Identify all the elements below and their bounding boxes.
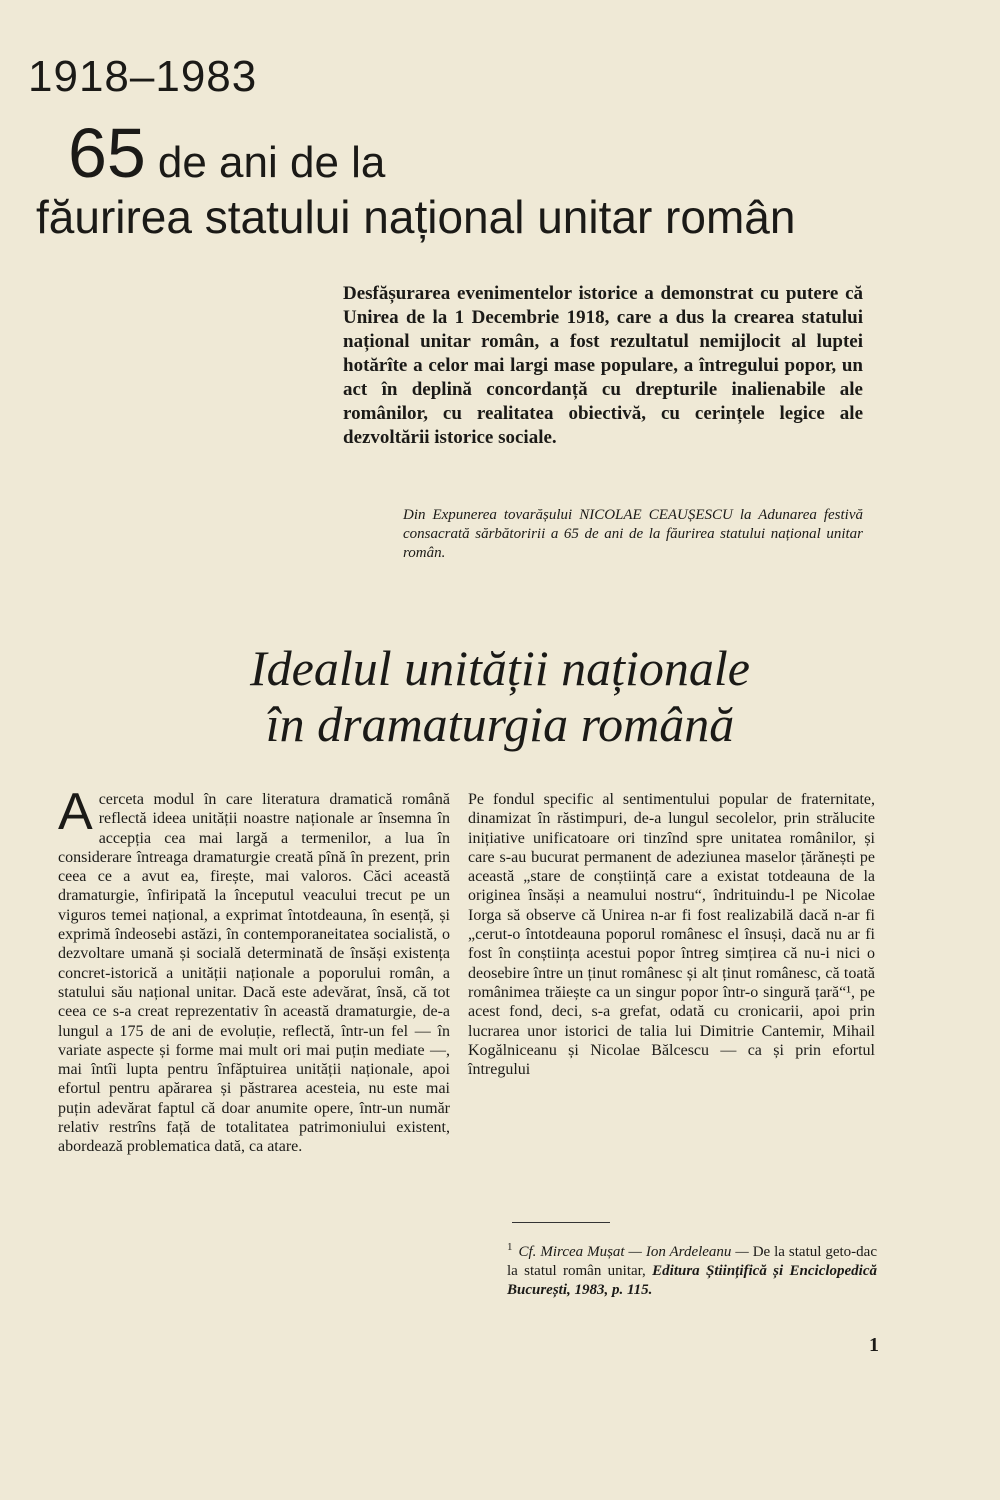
left-column-text: cerceta modul în care literatura dramatică română reflectă ideea unității noastre naționale ar însemna în accepția cea mai largă a termenilor, a lua în considerare întreaga dramaturgie creată pînă în prezent, prin ceea ce a avut ea, firește, mai valoros. Căci această dramaturgie, înfiripată la începutul veacului trecut pe un viguros temei național, a exprimat întotdeauna, în esență, și exprimă îndeosebi astăzi, în contemporaneitatea socialistă, o dezvoltare umană și socială determinată de însăși existența concret-istorică a unității naționale a poporului român, a statului său național unitar. Dacă este adevărat, însă, că tot ceea ce s-a creat reprezentativ în această dramaturgie, de-a lungul a 175 de ani de evoluție, reflectă, într-un fel — în variate aspecte și forme mai mult ori mai puțin mediate —, mai întîi lupta pentru înfăptuirea unității naționale, apoi efortul pentru apărarea și păstrarea acesteia, nu este mai puțin adevărat faptul că doar anumite opere, într-un număr relativ restrîns față de totalitatea patrimoniului existent, abordează problematica dată, ca atare. [58, 791, 450, 1156]
anniversary-title-rest: de ani de la [157, 138, 386, 187]
anniversary-title-line1 [68, 114, 386, 192]
page-number: 1 [869, 1334, 879, 1356]
epigraph-quote: Desfășurarea evenimentelor istorice a demonstrat cu putere că Unirea de la 1 Decembrie 1918, care a dus la crearea statului național unitar român, a fost rezultatul nemijlocit al luptei hotărîte a celor mai largi mase populare, a întregului popor, un act în deplină concordanță cu drepturile inalienabile ale românilor, cu realitatea obiectivă, cu cerințele legice ale dezvoltării istorice sociale. [343, 283, 863, 448]
drop-cap: A [58, 783, 93, 841]
footnote-divider [512, 1222, 610, 1223]
anniversary-title-line2: făurirea statului național unitar român [36, 191, 796, 243]
footnote-title: De la statul geto-dac la statul român unitar, [507, 1244, 877, 1279]
footnote-authors: Cf. Mircea Mușat — Ion Ardeleanu — [518, 1244, 749, 1260]
article-right-column: Pe fondul specific al sentimentului popular de fraternitate, dinamizat în răstimpuri, de-a lungul secolelor, prin strălucite inițiative unificatoare ori tinzînd spre unitatea românilor, și care s-au bucurat permanent de adeziunea maselor țărănești pe această „stare de conștiință care a existat totdeauna de la originea însăși a neamului nostru“, îndrituindu-l pe Nicolae Iorga să observe că Unirea n-ar fi fost realizabilă dacă n-ar fi „cerut-o întotdeauna poporul românesc el însuși, dacă nu ar fi fost în conștiința acestui popor întreg simțirea că nu-i nici o deosebire între un ținut românesc și alt ținut românesc, că toată românimea trăiește ca un singur popor într-o singură țară“¹, pe acest fond, deci, s-a grefat, odată cu cronicarii, apoi prin lucrarea unor istorici de talia lui Dimitrie Cantemir, Mihail Kogălniceanu și Nicolae Bălcescu — ca și prin efortul întregului [468, 791, 875, 1079]
footnote-publisher: Editura Științifică și Enciclopedică București, 1983, p. 115. [507, 1263, 877, 1298]
epigraph-attribution: Din Expunerea tovarășului NICOLAE CEAUȘESCU la Adunarea festivă consacrată sărbătoririi a 65 de ani de la făurirea statului național unitar român. [403, 507, 863, 561]
article-left-column [58, 783, 450, 1157]
article-title [0, 640, 1000, 752]
anniversary-years: 1918–1983 [28, 52, 258, 101]
anniversary-number: 65 [68, 114, 146, 192]
article-title-line1: Idealul unității naționale [250, 640, 750, 696]
article-title-line2: în dramaturgia română [265, 696, 735, 752]
footnote [507, 1238, 877, 1300]
footnote-mark: 1 [507, 1241, 513, 1253]
